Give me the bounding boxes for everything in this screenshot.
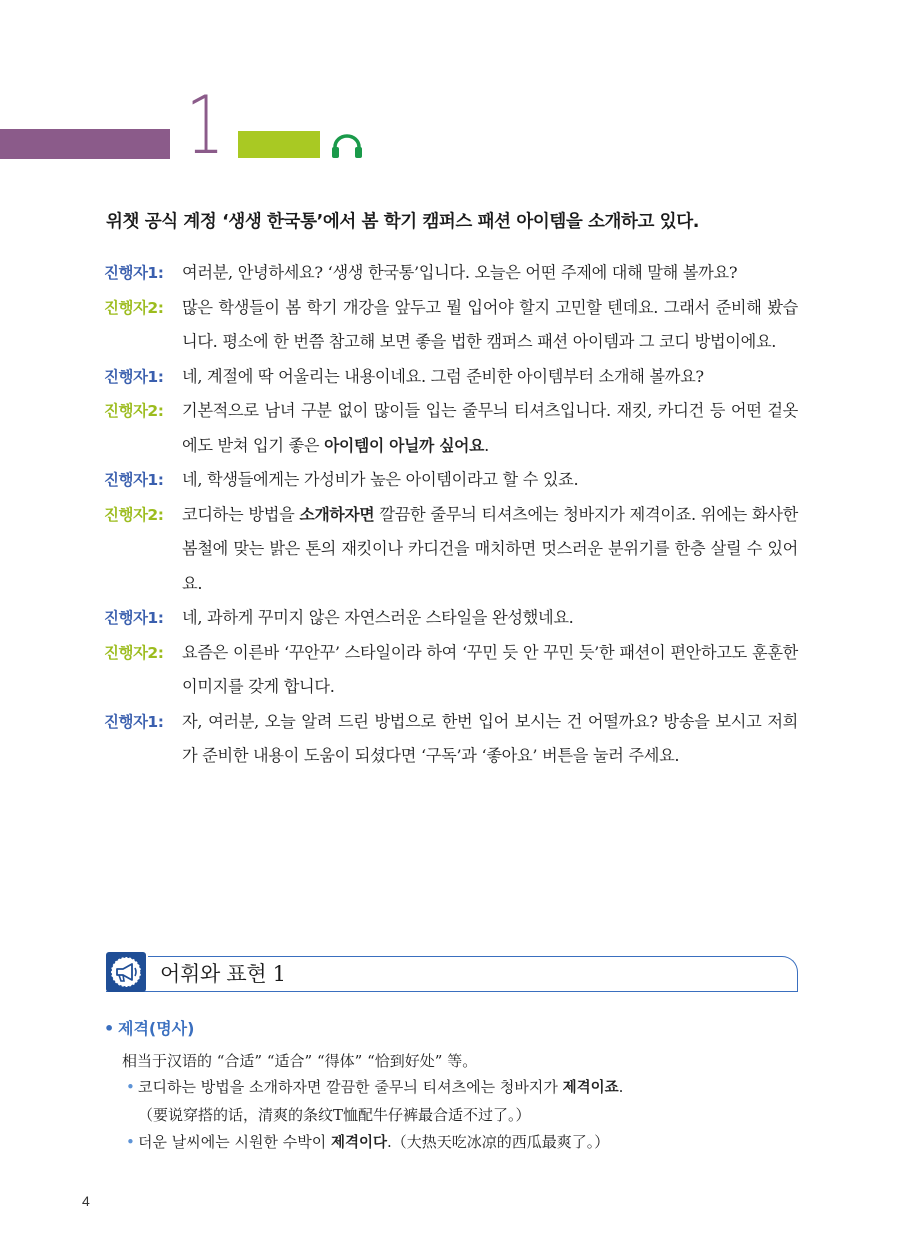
dialogue-turn <box>104 498 804 602</box>
example-keyword: 제격이죠 <box>562 1080 619 1096</box>
bullet-icon: • <box>126 1078 135 1096</box>
dialogue <box>104 256 804 774</box>
example-keyword: 제격이다 <box>330 1135 387 1151</box>
speaker-label: 진행자2: <box>104 298 164 317</box>
speech-text: 자, 여러분, 오늘 알려 드린 방법으로 한번 입어 보시는 건 어떨까요? 방송을 보시고 저희가 준비한 내용이 도움이 되셨다면 ‘구독’과 ‘좋아요’ 버튼을 눌러 주세요. <box>182 711 798 765</box>
dialogue-turn <box>104 636 804 705</box>
speech-text: 요즘은 이른바 ‘꾸안꾸’ 스타일이라 하여 ‘꾸민 듯 안 꾸민 듯’한 패션이 편안하고도 훈훈한 이미지를 갖게 합니다. <box>182 642 798 696</box>
speaker-label: 진행자1: <box>104 609 164 627</box>
dialogue-turn <box>104 256 804 291</box>
speech-text: 네, 과하게 꾸미지 않은 자연스러운 스타일을 완성했네요. <box>182 608 574 627</box>
vocab-section-header <box>106 952 798 994</box>
highlighted-expression: 아이템이 아닐까 싶어요 <box>324 435 485 455</box>
speech-text-part: . <box>484 435 489 455</box>
highlighted-expression: 소개하자면 <box>299 504 375 524</box>
dialogue-turn <box>104 463 804 498</box>
speech-text: 여러분, 안녕하세요? ‘생생 한국통’입니다. 오늘은 어떤 주제에 대해 말해 볼까요? <box>182 263 738 282</box>
header-purple-bar <box>0 129 170 159</box>
listening-intro: 위챗 공식 계정 ‘생생 한국통’에서 봄 학기 캠퍼스 패션 아이템을 소개하고 있다. <box>106 212 700 232</box>
vocab-section-title: 어휘와 표현 1 <box>160 962 286 986</box>
speaker-label: 진행자1: <box>104 712 164 731</box>
vocab-word-line <box>104 1018 804 1040</box>
bullet-icon: • <box>104 1019 115 1038</box>
page-number: 4 <box>82 1193 90 1209</box>
speaker-label: 진행자1: <box>104 367 164 386</box>
dialogue-turn <box>104 360 804 395</box>
vocab-definition: 相当于汉语的 “合适” “适合” “得体” “恰到好处” 等。 <box>122 1052 478 1070</box>
speaker-label: 진행자1: <box>104 264 164 282</box>
vocab-word: 제격(명사) <box>118 1019 195 1038</box>
example-sentence <box>126 1074 804 1102</box>
example-text: . <box>618 1078 624 1096</box>
speech-text-part: 기본적으로 남녀 구분 없이 많이들 입는 줄무늬 티셔츠입니다. 재킷, 카디건 등 어떤 겉옷에도 받쳐 입기 좋은 <box>182 401 798 455</box>
speech-text: 네, 계절에 딱 어울리는 내용이네요. 그럼 준비한 아이템부터 소개해 볼까요? <box>182 366 704 386</box>
dialogue-turn <box>104 394 804 463</box>
speech-text <box>182 394 798 463</box>
speech-text-part: 코디하는 방법을 <box>182 504 300 524</box>
example-sentence <box>126 1129 804 1157</box>
speech-text-part: 깔끔한 줄무늬 티셔츠에는 청바지가 제격이죠. 위에는 화사한 봄철에 맞는 밝은 톤의 재킷이나 카디건을 매치하면 멋스러운 분위기를 한층 살릴 수 있어요. <box>182 504 798 593</box>
speaker-label: 진행자2: <box>104 402 164 420</box>
speech-text: 많은 학생들이 봄 학기 개강을 앞두고 뭘 입어야 할지 고민할 텐데요. 그래서 준비해 봤습니다. 평소에 한 번쯤 참고해 보면 좋을 법한 캠퍼스 패션 아이템과 그 코디 방법이에요. <box>182 297 798 351</box>
example-text: .（大热天吃冰凉的西瓜最爽了。） <box>387 1133 610 1151</box>
vocab-entry <box>104 1018 804 1157</box>
example-text: 코디하는 방법을 소개하자면 깔끔한 줄무늬 티셔츠에는 청바지가 <box>138 1078 563 1096</box>
speech-text: 네, 학생들에게는 가성비가 높은 아이템이라고 할 수 있죠. <box>182 470 579 489</box>
dialogue-turn <box>104 705 804 774</box>
megaphone-icon <box>106 952 146 992</box>
vocab-header-underline <box>106 991 798 992</box>
headphones-icon[interactable] <box>330 133 364 159</box>
dialogue-turn <box>104 601 804 636</box>
bullet-icon: • <box>126 1133 135 1151</box>
speaker-label: 진행자2: <box>104 643 164 662</box>
dialogue-turn <box>104 291 804 360</box>
lesson-number: 1 <box>186 79 225 172</box>
speaker-label: 진행자2: <box>104 505 164 524</box>
example-translation: （要说穿搭的话，清爽的条纹T恤配牛仔裤最合适不过了。） <box>138 1106 531 1124</box>
speech-text <box>182 498 798 602</box>
speaker-label: 진행자1: <box>104 471 164 489</box>
header-green-bar <box>238 131 320 158</box>
example-text: 더운 날씨에는 시원한 수박이 <box>138 1133 331 1151</box>
